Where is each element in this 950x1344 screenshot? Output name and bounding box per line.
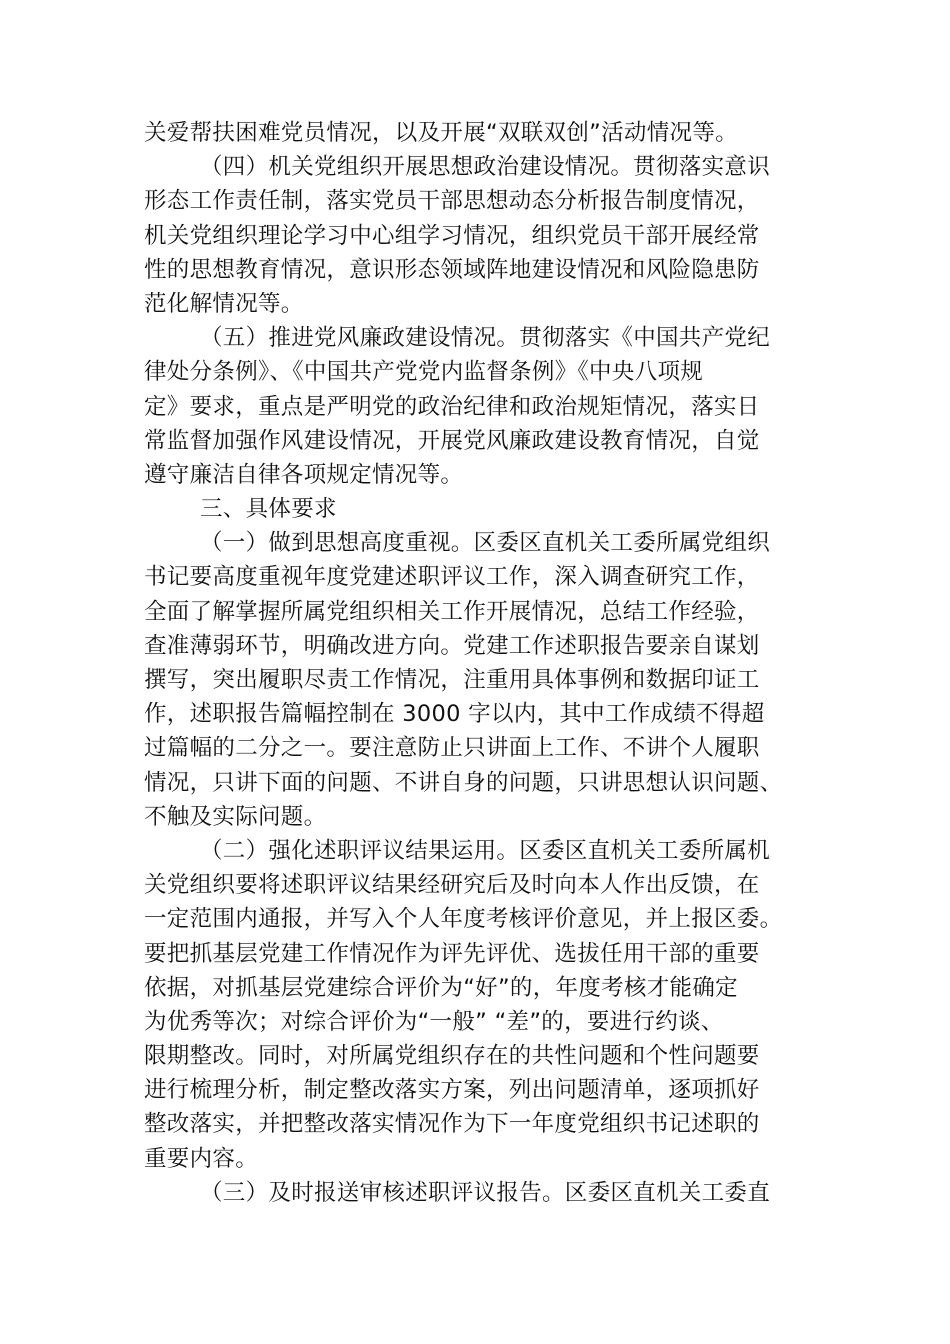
- text-line: 律处分条例》、《中国共产党党内监督条例》《中央八项规: [144, 359, 704, 386]
- text-line: （五）推进党风廉政建设情况。贯彻落实《中国共产党纪: [200, 325, 771, 352]
- text-line: 重要内容。: [144, 1145, 259, 1172]
- text-line: 整改落实，并把整改落实情况作为下一年度党组织书记述职的: [144, 1111, 760, 1138]
- text-line: 撰写，突出履职尽责工作情况，注重用具体事例和数据印证工: [144, 667, 760, 693]
- text-line: 常监督加强作风建设情况，开展党风廉政建设教育情况，自觉: [144, 427, 760, 454]
- text-line: 查准薄弱环节，明确改进方向。党建工作述职报告要亲自谋划: [144, 632, 760, 659]
- text-line: （一）做到思想高度重视。区委区直机关工委所属党组织: [200, 530, 771, 557]
- text-line: 要把抓基层党建工作情况作为评先评优、选拔任用干部的重要: [144, 940, 760, 967]
- text-line: 限期整改。同时，对所属党组织存在的共性问题和个性问题要: [144, 1043, 760, 1070]
- text-line: 关爱帮扶困难党员情况，以及开展“双联双创”活动情况等。: [144, 120, 738, 146]
- text-line: （二）强化述职评议结果运用。区委区直机关工委所属机: [200, 837, 771, 864]
- text-line: 依据，对抓基层党建综合评价为“好”的，年度考核才能确定: [144, 974, 738, 1001]
- text-line: 关党组织要将述职评议结果经研究后及时向本人作出反馈，在: [144, 872, 760, 899]
- text-line: （三）及时报送审核述职评议报告。区委区直机关工委直: [200, 1179, 771, 1206]
- text-line: 全面了解掌握所属党组织相关工作开展情况，总结工作经验，: [144, 598, 760, 625]
- document-body: [144, 116, 812, 1210]
- text-line: 书记要高度重视年度党建述职评议工作，深入调查研究工作，: [144, 564, 760, 591]
- text-line: 范化解情况等。: [144, 290, 304, 317]
- text-line: 遵守廉洁自律各项规定情况等。: [144, 461, 464, 488]
- text-line: 性的思想教育情况，意识形态领域阵地建设情况和风险隐患防: [144, 256, 760, 283]
- text-line: 进行梳理分析，制定整改落实方案，列出问题清单，逐项抓好: [144, 1077, 760, 1104]
- text-line: 情况，只讲下面的问题、不讲自身的问题，只讲思想认识问题、: [144, 769, 783, 796]
- text-line: 不触及实际问题。: [144, 803, 327, 830]
- text-line: 作，述职报告篇幅控制在 3000 字以内，其中工作成绩不得超: [144, 701, 765, 728]
- section-heading: 三、具体要求: [200, 496, 337, 523]
- text-line: 为优秀等次；对综合评价为“一般” “差”的，要进行约谈、: [144, 1008, 724, 1035]
- text-line: 定》要求，重点是严明党的政治纪律和政治规矩情况，落实日: [144, 393, 760, 420]
- text-line: 机关党组织理论学习中心组学习情况，组织党员干部开展经常: [144, 222, 760, 249]
- text-line: 过篇幅的二分之一。要注意防止只讲面上工作、不讲个人履职: [144, 735, 760, 762]
- text-line: （四）机关党组织开展思想政治建设情况。贯彻落实意识: [200, 154, 771, 181]
- text-line: 形态工作责任制，落实党员干部思想动态分析报告制度情况，: [144, 188, 760, 215]
- text-line: 一定范围内通报，并写入个人年度考核评价意见，并上报区委。: [144, 906, 783, 933]
